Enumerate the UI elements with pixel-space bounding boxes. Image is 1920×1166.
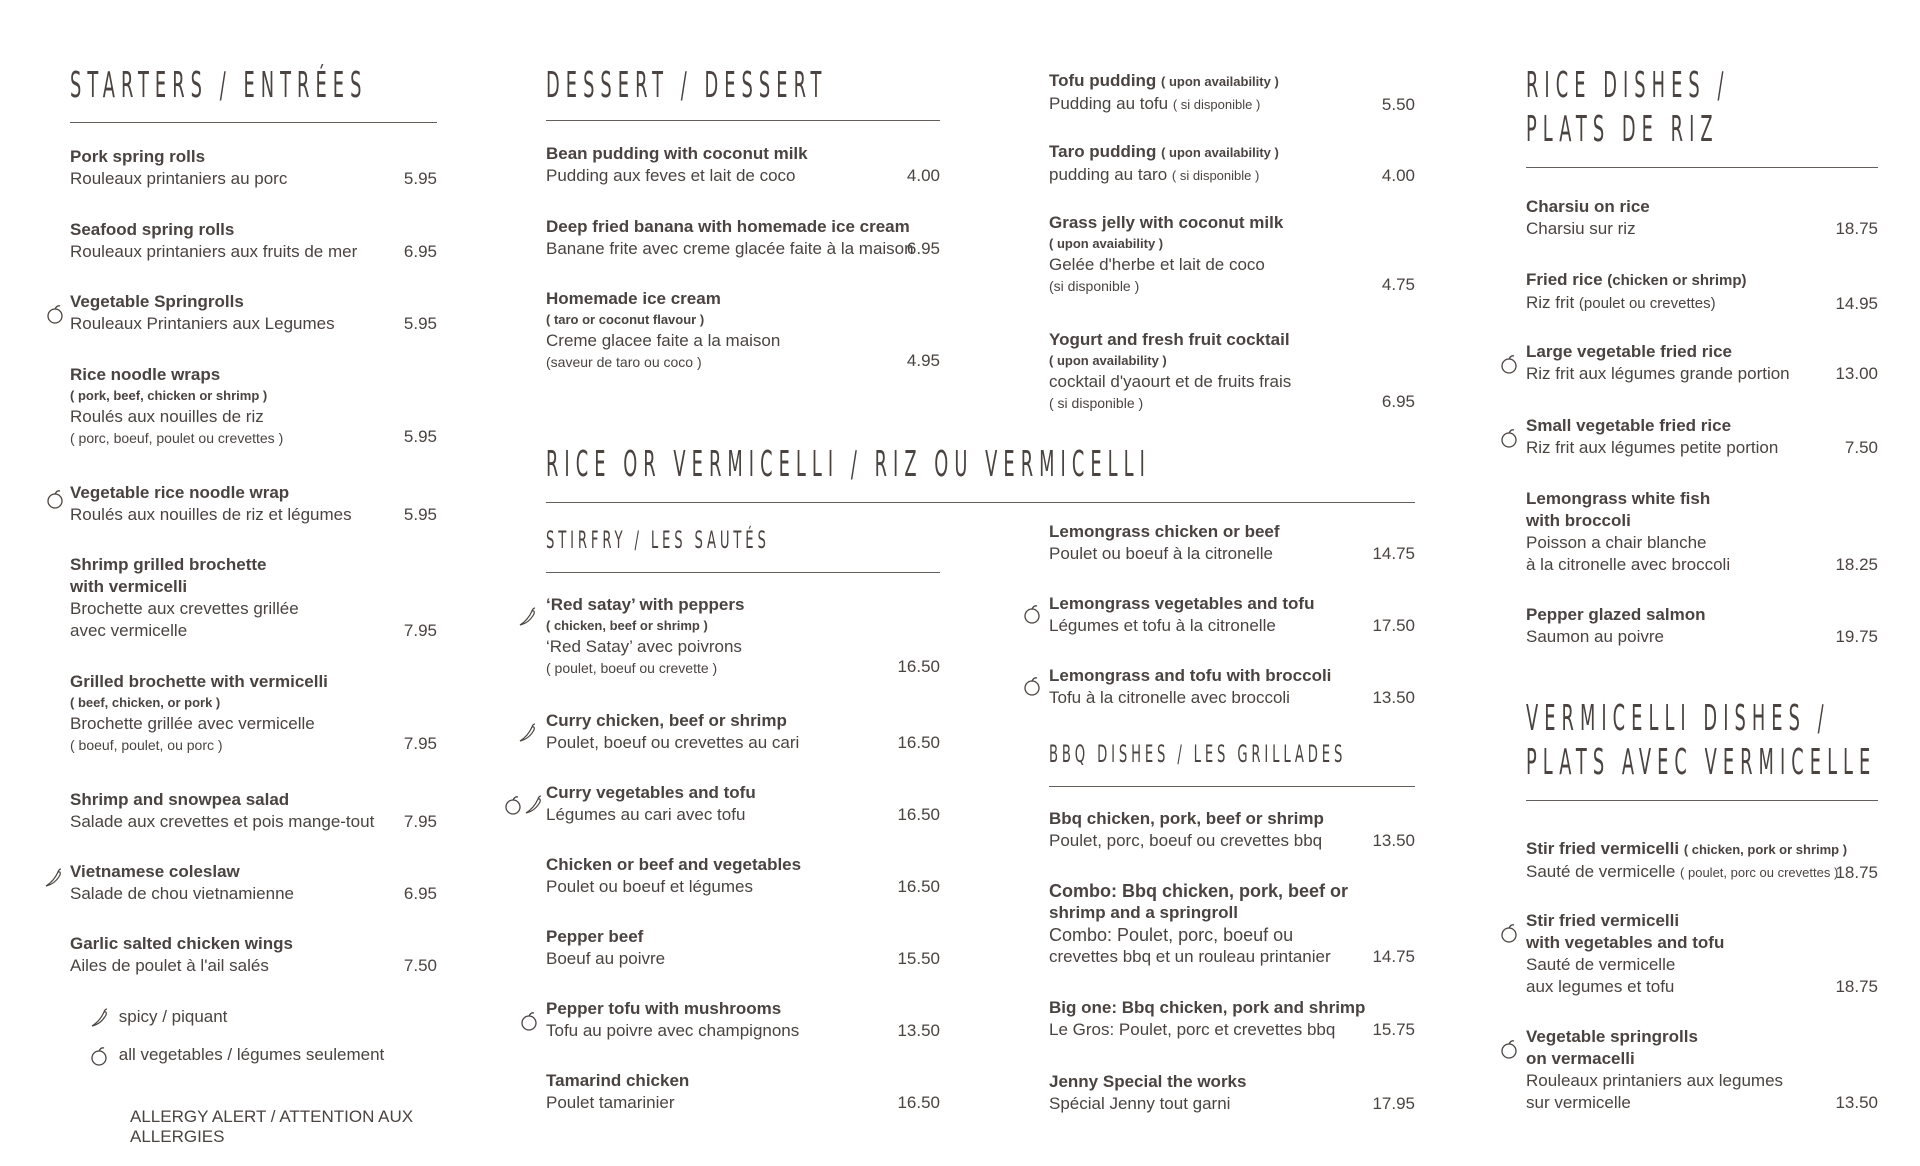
item-price: 13.50 (897, 1021, 940, 1040)
item-price: 18.75 (1835, 863, 1878, 882)
item-price: 16.50 (897, 1093, 940, 1112)
item-price: 5.95 (403, 505, 437, 524)
item-price: 14.75 (1372, 947, 1415, 966)
menu-item: Shrimp and snowpea salad Salade aux crevettes et pois mange-tout 7.95 (70, 790, 437, 831)
item-price: 17.50 (1372, 616, 1415, 635)
item-price: 7.95 (403, 621, 437, 640)
item-price: 17.95 (1372, 1094, 1415, 1113)
vegetable-icon (502, 794, 524, 816)
menu-item: Jenny Special the works Spécial Jenny tout garni 17.95 (1049, 1072, 1415, 1113)
starters-title: STARTERS / ENTRÉES (70, 65, 368, 106)
menu-item: Rice noodle wraps ( pork, beef, chicken or shrimp ) Roulés aux nouilles de riz ( porc, boeuf, poulet ou crevettes ) 5.95 (70, 365, 437, 446)
menu-item: Taro pudding ( upon availability ) pudding au taro ( si disponible ) 4.00 (1049, 142, 1415, 185)
item-price: 15.75 (1372, 1020, 1415, 1039)
menu-item: Tamarind chicken Poulet tamarinier 16.50 (546, 1071, 940, 1112)
menu-item: Grilled brochette with vermicelli ( beef, chicken, or pork ) Brochette grillée avec vermicelle ( boeuf, poulet, ou porc ) 7.95 (70, 672, 437, 753)
legend-spicy: spicy / piquant (88, 1007, 227, 1029)
menu-item: Curry chicken, beef or shrimp Poulet, boeuf ou crevettes au cari 16.50 (546, 710, 940, 754)
menu-item: Tofu pudding ( upon availability ) Pudding au tofu ( si disponible ) 5.50 (1049, 71, 1415, 114)
menu-item: Stir fried vermicelli ( chicken, pork or shrimp ) Sauté de vermicelle ( poulet, porc ou crevettes ) 18.75 (1526, 839, 1878, 882)
dessert-title: DESSERT / DESSERT (546, 65, 828, 106)
menu-item: Large vegetable fried rice Riz frit aux légumes grande portion 13.00 (1526, 341, 1878, 385)
chili-icon (42, 867, 64, 889)
item-price: 14.75 (1372, 544, 1415, 563)
item-price: 5.95 (403, 427, 437, 446)
item-price: 7.95 (403, 812, 437, 831)
menu-item: Lemongrass vegetables and tofu Légumes et tofu à la citronelle 17.50 (1049, 593, 1415, 637)
menu-item: Lemongrass chicken or beef Poulet ou boeuf à la citronelle 14.75 (1049, 522, 1415, 563)
menu-item: Pork spring rolls Rouleaux printaniers au porc 5.95 (70, 147, 437, 188)
menu-item: Small vegetable fried rice Riz frit aux légumes petite portion 7.50 (1526, 415, 1878, 459)
item-price: 15.50 (897, 949, 940, 968)
menu-item: Vegetable rice noodle wrap Roulés aux nouilles de riz et légumes 5.95 (70, 482, 437, 526)
item-price: 18.25 (1835, 555, 1878, 574)
menu-item: Combo: Bbq chicken, pork, beef or shrimp and a springroll Combo: Poulet, porc, boeuf ou crevettes bbq et un rouleau printanier 14.75 (1049, 881, 1415, 966)
vegetable-icon (1498, 1038, 1520, 1060)
item-price: 19.75 (1835, 627, 1878, 646)
chili-icon (516, 722, 538, 744)
menu-item: Seafood spring rolls Rouleaux printaniers aux fruits de mer 6.95 (70, 220, 437, 261)
chili-icon (522, 794, 544, 816)
menu-item: Pepper tofu with mushrooms Tofu au poivre avec champignons 13.50 (546, 998, 940, 1042)
item-price: 16.50 (897, 877, 940, 896)
rice-vermicelli-divider (546, 502, 1415, 503)
item-price: 4.75 (1381, 275, 1415, 294)
menu-item: Pepper beef Boeuf au poivre 15.50 (546, 927, 940, 968)
chili-icon (516, 606, 538, 628)
menu-item: Charsiu on rice Charsiu sur riz 18.75 (1526, 197, 1878, 238)
item-price: 4.95 (906, 351, 940, 370)
bbq-title: BBQ DISHES / LES GRILLADES (1049, 740, 1347, 768)
vegetable-icon (1498, 427, 1520, 449)
starters-divider (70, 122, 437, 123)
item-price: 4.00 (1381, 166, 1415, 185)
menu-item: Big one: Bbq chicken, pork and shrimp Le Gros: Poulet, porc et crevettes bbq 15.75 (1049, 998, 1415, 1039)
menu-item: Curry vegetables and tofu Légumes au cari avec tofu 16.50 (546, 782, 940, 826)
rice-dishes-title: RICE DISHES / PLATS DE RIZ (1526, 65, 1730, 150)
item-price: 6.95 (906, 239, 940, 258)
menu-item: Grass jelly with coconut milk ( upon avaiability ) Gelée d'herbe et lait de coco (si disponible ) 4.75 (1049, 213, 1415, 294)
vegetable-icon (1021, 675, 1043, 697)
vegetable-icon (1498, 353, 1520, 375)
menu-item: Lemongrass white fish with broccoli Poisson a chair blanche à la citronelle avec broccoli 18.25 (1526, 489, 1878, 574)
item-price: 16.50 (897, 805, 940, 824)
item-price: 6.95 (403, 884, 437, 903)
item-price: 13.50 (1835, 1093, 1878, 1112)
menu-item: ‘Red satay’ with peppers ( chicken, beef or shrimp ) ‘Red Satay’ avec poivrons ( poulet, boeuf ou crevette ) 16.50 (546, 594, 940, 678)
item-price: 7.50 (403, 956, 437, 975)
item-price: 13.50 (1372, 831, 1415, 850)
item-price: 5.50 (1381, 95, 1415, 114)
item-price: 14.95 (1835, 294, 1878, 313)
menu-item: Garlic salted chicken wings Ailes de poulet à l'ail salés 7.50 (70, 934, 437, 975)
menu-item: Shrimp grilled brochette with vermicelli Brochette aux crevettes grillée avec vermicelle 7.95 (70, 555, 437, 640)
item-price: 5.95 (403, 169, 437, 188)
vegetable-icon (44, 303, 66, 325)
menu-item: Fried rice (chicken or shrimp) Riz frit (poulet ou crevettes) 14.95 (1526, 270, 1878, 313)
vegetable-icon (1498, 922, 1520, 944)
chili-icon (88, 1007, 110, 1029)
vegetable-icon (44, 488, 66, 510)
vegetable-icon (518, 1010, 540, 1032)
vegetable-icon (1021, 603, 1043, 625)
allergy-alert: ALLERGY ALERT / ATTENTION AUX ALLERGIES (130, 1107, 414, 1146)
dessert-divider (546, 120, 940, 121)
item-price: 4.00 (906, 166, 940, 185)
stirfry-title: STIRFRY / LES SAUTÉS (546, 526, 770, 554)
menu-item: Stir fried vermicelli with vegetables and tofu Sauté de vermicelle aux legumes et tofu 18.75 (1526, 910, 1878, 998)
menu-item: Vietnamese coleslaw Salade de chou vietnamienne 6.95 (70, 861, 437, 905)
menu-item: Vegetable Springrolls Rouleaux Printaniers aux Legumes 5.95 (70, 291, 437, 335)
item-price: 7.50 (1844, 438, 1878, 457)
item-price: 18.75 (1835, 219, 1878, 238)
menu-item: Bbq chicken, pork, beef or shrimp Poulet, porc, boeuf ou crevettes bbq 13.50 (1049, 809, 1415, 850)
menu-item: Vegetable springrolls on vermacelli Rouleaux printaniers aux legumes sur vermicelle 13.50 (1526, 1026, 1878, 1114)
item-price: 13.00 (1835, 364, 1878, 383)
stirfry-divider (546, 572, 940, 573)
item-price: 16.50 (897, 657, 940, 676)
item-price: 16.50 (897, 733, 940, 752)
menu-item: Lemongrass and tofu with broccoli Tofu à la citronelle avec broccoli 13.50 (1049, 665, 1415, 709)
legend-vegetables: all vegetables / légumes seulement (88, 1045, 384, 1067)
item-price: 18.75 (1835, 977, 1878, 996)
item-price: 7.95 (403, 734, 437, 753)
vermicelli-dishes-divider (1526, 800, 1878, 801)
menu-item: Chicken or beef and vegetables Poulet ou boeuf et légumes 16.50 (546, 855, 940, 896)
item-price: 6.95 (403, 242, 437, 261)
menu-item: Pepper glazed salmon Saumon au poivre 19.75 (1526, 605, 1878, 646)
menu-item: Homemade ice cream ( taro or coconut flavour ) Creme glacee faite a la maison (saveur de taro ou coco ) 4.95 (546, 289, 940, 370)
bbq-divider (1049, 786, 1415, 787)
item-price: 6.95 (1381, 392, 1415, 411)
rice-vermicelli-title: RICE OR VERMICELLI / RIZ OU VERMICELLI (546, 444, 1151, 485)
menu-item: Deep fried banana with homemade ice cream Banane frite avec creme glacée faite à la maison 6.95 (546, 217, 940, 258)
menu-item: Bean pudding with coconut milk Pudding aux feves et lait de coco 4.00 (546, 144, 940, 185)
menu-item: Yogurt and fresh fruit cocktail ( upon availability ) cocktail d'yaourt et de fruits frais ( si disponible ) 6.95 (1049, 330, 1415, 411)
rice-dishes-divider (1526, 167, 1878, 168)
vegetable-icon (88, 1045, 110, 1067)
vermicelli-dishes-title: VERMICELLI DISHES / PLATS AVEC VERMICELLE (1526, 698, 1877, 783)
item-price: 13.50 (1372, 688, 1415, 707)
item-price: 5.95 (403, 314, 437, 333)
